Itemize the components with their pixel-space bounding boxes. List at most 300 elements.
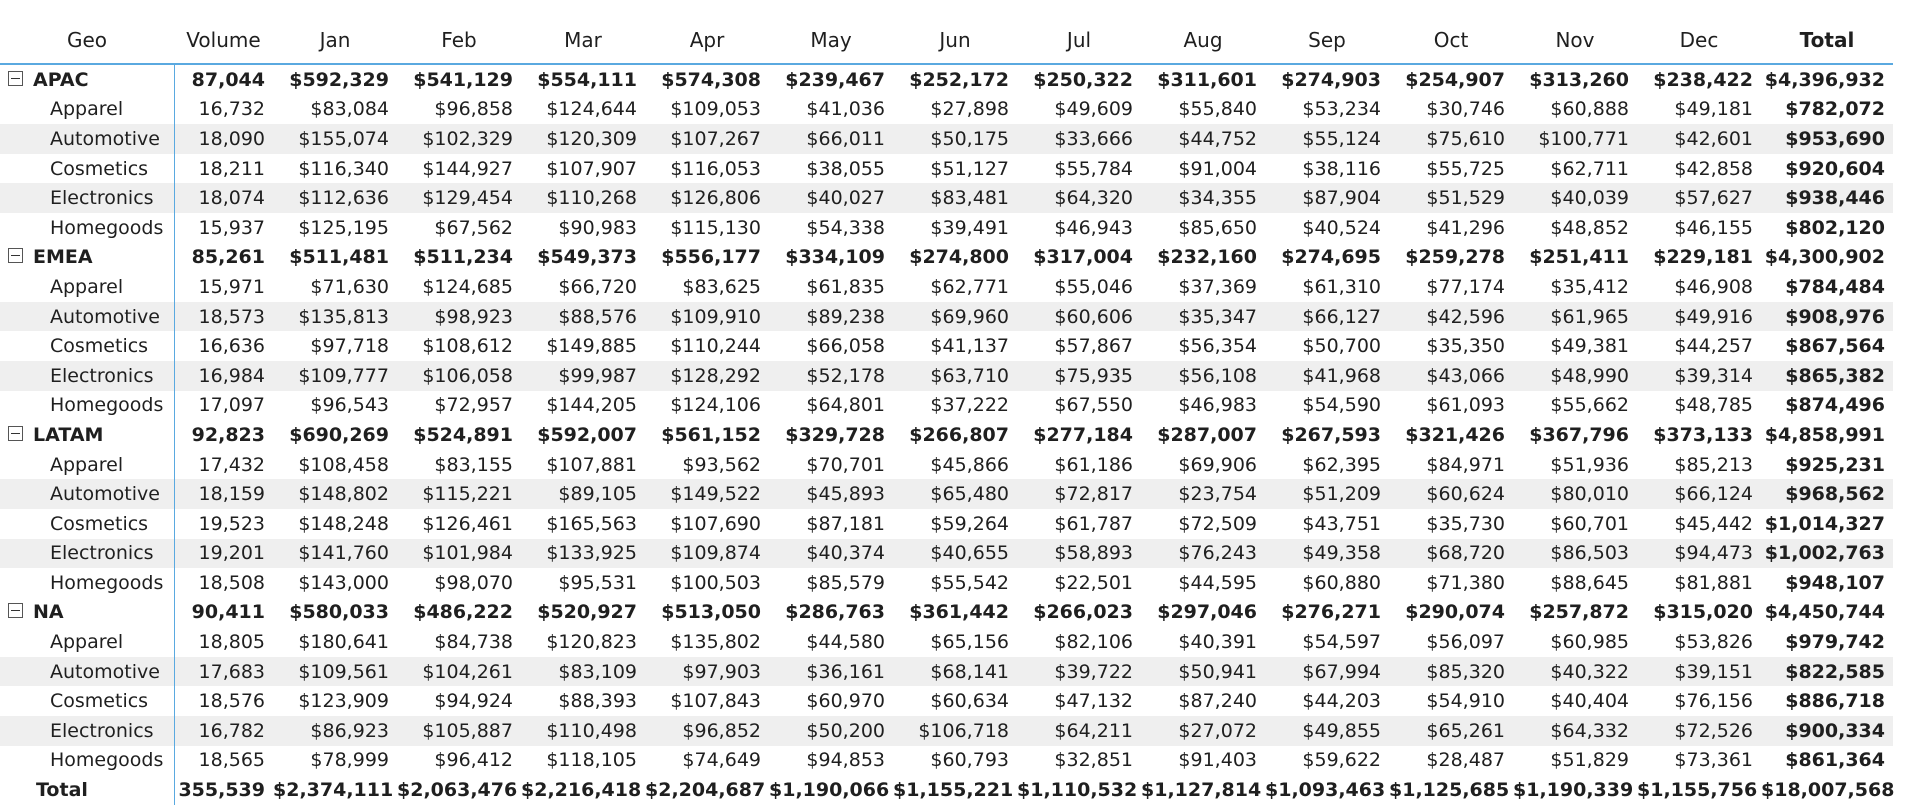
value-cell: $54,597	[1302, 631, 1381, 654]
value-cell: $87,904	[1265, 183, 1389, 213]
value-cell: $64,211	[1017, 716, 1141, 746]
category-label	[0, 272, 174, 302]
row-total-cell: $822,585	[1761, 657, 1893, 687]
value-cell: $91,403	[1178, 749, 1257, 772]
category-row-na-electronics[interactable]	[0, 716, 1893, 746]
value-cell: $83,084	[310, 98, 389, 121]
value-cell: $59,622	[1302, 749, 1381, 772]
value-cell: $83,481	[893, 183, 1017, 213]
value-cell: $66,011	[769, 124, 893, 154]
matrix-body	[0, 64, 1893, 805]
value-cell: $40,524	[1302, 216, 1381, 239]
value-cell: $75,935	[1017, 361, 1141, 391]
value-cell: $2,063,476	[397, 779, 518, 802]
row-label-text: Apparel	[50, 631, 124, 654]
region-row-apac[interactable]	[0, 64, 1893, 95]
value-cell: $93,562	[682, 453, 761, 476]
value-cell: $148,802	[273, 479, 397, 509]
value-cell: $60,985	[1550, 631, 1629, 654]
value-cell: $2,374,111	[273, 779, 394, 802]
value-cell: $2,204,687	[645, 779, 766, 802]
row-total-cell: $886,718	[1785, 690, 1885, 713]
value-cell: 18,508	[198, 571, 265, 594]
value-cell: $124,685	[422, 275, 513, 298]
value-cell: $46,943	[1054, 216, 1133, 239]
row-total-cell: $4,858,991	[1764, 423, 1885, 446]
value-cell: 92,823	[191, 423, 265, 446]
collapse-toggle-icon[interactable]	[8, 426, 23, 441]
row-total-cell: $4,300,902	[1764, 246, 1885, 269]
value-cell: $313,260	[1529, 68, 1629, 91]
value-cell: $367,796	[1529, 423, 1629, 446]
value-cell: $311,601	[1157, 68, 1257, 91]
value-cell: 19,201	[174, 539, 273, 569]
column-header-geo[interactable]: Geo	[0, 16, 174, 64]
category-row-emea-automotive[interactable]	[0, 302, 1893, 332]
value-cell: $37,369	[1178, 275, 1257, 298]
value-cell: $35,350	[1426, 335, 1505, 358]
value-cell: $561,152	[661, 423, 761, 446]
category-row-emea-electronics[interactable]	[0, 361, 1893, 391]
value-cell: $96,412	[434, 749, 513, 772]
value-cell: $52,178	[769, 361, 893, 391]
value-cell: $592,329	[289, 68, 389, 91]
column-header-jul[interactable]: Jul	[1017, 16, 1141, 64]
column-header-may[interactable]: May	[769, 16, 893, 64]
value-cell: $67,562	[434, 216, 513, 239]
row-label-text: Total	[36, 779, 88, 802]
value-cell: $361,442	[909, 601, 1009, 624]
region-row-na[interactable]	[0, 598, 1893, 628]
value-cell: 16,782	[174, 716, 273, 746]
value-cell: $107,843	[670, 690, 761, 713]
value-cell: $128,292	[645, 361, 769, 391]
row-total-cell: $782,072	[1785, 98, 1885, 121]
category-row-apac-apparel[interactable]	[0, 95, 1893, 125]
value-cell: $98,070	[434, 571, 513, 594]
value-cell: $108,612	[422, 335, 513, 358]
value-cell: $51,209	[1265, 479, 1389, 509]
value-cell: $62,711	[1550, 157, 1629, 180]
value-cell: 18,090	[174, 124, 273, 154]
category-row-apac-electronics[interactable]	[0, 183, 1893, 213]
value-cell: $287,007	[1157, 423, 1257, 446]
value-cell: 18,565	[198, 749, 265, 772]
value-cell: $41,036	[806, 98, 885, 121]
column-header-feb[interactable]: Feb	[397, 16, 521, 64]
value-cell: $68,141	[893, 657, 1017, 687]
value-cell: $27,898	[930, 98, 1009, 121]
value-cell: $88,576	[521, 302, 645, 332]
value-cell: 17,432	[198, 453, 265, 476]
category-row-emea-apparel[interactable]	[0, 272, 1893, 302]
value-cell: $85,650	[1178, 216, 1257, 239]
row-label-text: Electronics	[50, 364, 154, 387]
region-label	[0, 243, 174, 273]
value-cell: $40,027	[769, 183, 893, 213]
value-cell: $60,880	[1302, 571, 1381, 594]
value-cell: 18,573	[174, 302, 273, 332]
category-label	[0, 746, 174, 776]
collapse-toggle-icon[interactable]	[8, 71, 23, 86]
value-cell: $180,641	[298, 631, 389, 654]
category-row-latam-homegoods[interactable]	[0, 568, 1893, 598]
value-cell: $55,046	[1054, 275, 1133, 298]
value-cell: $85,213	[1674, 453, 1753, 476]
value-cell: $690,269	[289, 423, 389, 446]
value-cell: $65,480	[893, 479, 1017, 509]
collapse-toggle-icon[interactable]	[8, 248, 23, 263]
value-cell: $109,777	[273, 361, 397, 391]
value-cell: $266,023	[1033, 601, 1133, 624]
value-cell: $1,155,756	[1637, 779, 1758, 802]
value-cell: $110,244	[670, 335, 761, 358]
value-cell: $229,181	[1653, 246, 1753, 269]
value-cell: $44,257	[1674, 335, 1753, 358]
category-row-na-apparel[interactable]	[0, 627, 1893, 657]
value-cell: $118,105	[546, 749, 637, 772]
value-cell: $155,074	[273, 124, 397, 154]
value-cell: $47,132	[1054, 690, 1133, 713]
row-total-cell: $979,742	[1785, 631, 1885, 654]
value-cell: $40,322	[1513, 657, 1637, 687]
value-cell: $55,840	[1178, 98, 1257, 121]
category-label	[0, 95, 174, 125]
value-cell: $49,358	[1265, 539, 1389, 569]
category-row-emea-homegoods[interactable]	[0, 391, 1893, 421]
value-cell: $2,216,418	[521, 779, 642, 802]
value-cell: $276,271	[1281, 601, 1381, 624]
value-cell: $62,395	[1302, 453, 1381, 476]
row-label-text: Homegoods	[50, 394, 164, 417]
collapse-toggle-icon[interactable]	[8, 603, 23, 618]
value-cell: $73,361	[1674, 749, 1753, 772]
value-cell: $116,340	[298, 157, 389, 180]
category-row-emea-cosmetics[interactable]	[0, 331, 1893, 361]
value-cell: $373,133	[1653, 423, 1753, 446]
value-cell: $135,802	[670, 631, 761, 654]
value-cell: $592,007	[537, 423, 637, 446]
value-cell: $1,190,066	[769, 779, 890, 802]
value-cell: $62,771	[930, 275, 1009, 298]
value-cell: $45,442	[1674, 512, 1753, 535]
row-total-cell: $908,976	[1761, 302, 1893, 332]
category-label	[0, 213, 174, 243]
value-cell: $60,701	[1550, 512, 1629, 535]
value-cell: $100,771	[1513, 124, 1637, 154]
row-label-text: Apparel	[50, 275, 124, 298]
row-label-text: Homegoods	[50, 571, 164, 594]
value-cell: $87,240	[1178, 690, 1257, 713]
value-cell: $69,906	[1178, 453, 1257, 476]
value-cell: $48,852	[1550, 216, 1629, 239]
category-label	[0, 627, 174, 657]
value-cell: $96,543	[310, 394, 389, 417]
category-row-latam-apparel[interactable]	[0, 450, 1893, 480]
value-cell: $115,130	[670, 216, 761, 239]
category-row-latam-electronics[interactable]	[0, 539, 1893, 569]
value-cell: $120,823	[546, 631, 637, 654]
value-cell: $165,563	[546, 512, 637, 535]
value-cell: $106,718	[893, 716, 1017, 746]
value-cell: 16,984	[174, 361, 273, 391]
value-cell: $49,609	[1054, 98, 1133, 121]
value-cell: $56,108	[1141, 361, 1265, 391]
value-cell: $100,503	[670, 571, 761, 594]
value-cell: $63,710	[893, 361, 1017, 391]
value-cell: $109,874	[645, 539, 769, 569]
value-cell: $83,109	[521, 657, 645, 687]
row-total-cell: $865,382	[1761, 361, 1893, 391]
value-cell: $116,053	[670, 157, 761, 180]
value-cell: $71,380	[1426, 571, 1505, 594]
value-cell: $50,175	[893, 124, 1017, 154]
value-cell: 18,805	[198, 631, 265, 654]
value-cell: $65,261	[1389, 716, 1513, 746]
value-cell: $46,983	[1178, 394, 1257, 417]
value-cell: $541,129	[413, 68, 513, 91]
value-cell: $1,093,463	[1265, 779, 1386, 802]
value-cell: $315,020	[1653, 601, 1753, 624]
value-cell: $83,625	[682, 275, 761, 298]
category-row-apac-cosmetics[interactable]	[0, 154, 1893, 184]
value-cell: $144,927	[422, 157, 513, 180]
value-cell: $43,066	[1389, 361, 1513, 391]
region-label	[0, 598, 174, 628]
row-label-text: Electronics	[50, 719, 154, 742]
row-label-text: Apparel	[50, 98, 124, 121]
value-cell: $48,785	[1674, 394, 1753, 417]
value-cell: $580,033	[289, 601, 389, 624]
value-cell: $60,606	[1017, 302, 1141, 332]
column-header-mar[interactable]: Mar	[521, 16, 645, 64]
value-cell: $80,010	[1513, 479, 1637, 509]
category-label	[0, 124, 174, 154]
value-cell: $511,481	[289, 246, 389, 269]
value-cell: $41,296	[1426, 216, 1505, 239]
matrix-visual	[0, 16, 1893, 805]
value-cell: $59,264	[930, 512, 1009, 535]
value-cell: $54,590	[1302, 394, 1381, 417]
value-cell: $44,203	[1302, 690, 1381, 713]
value-cell: $76,156	[1674, 690, 1753, 713]
value-cell: $27,072	[1141, 716, 1265, 746]
value-cell: $51,127	[930, 157, 1009, 180]
value-cell: $109,910	[645, 302, 769, 332]
value-cell: $40,391	[1178, 631, 1257, 654]
value-cell: $76,243	[1141, 539, 1265, 569]
value-cell: $95,531	[558, 571, 637, 594]
value-cell: $39,151	[1637, 657, 1761, 687]
category-row-latam-automotive[interactable]	[0, 479, 1893, 509]
value-cell: $32,851	[1054, 749, 1133, 772]
value-cell: $55,725	[1426, 157, 1505, 180]
column-header-sep[interactable]: Sep	[1265, 16, 1389, 64]
value-cell: $1,125,685	[1389, 779, 1510, 802]
value-cell: $274,800	[909, 246, 1009, 269]
region-label	[0, 420, 174, 450]
category-row-apac-homegoods[interactable]	[0, 213, 1893, 243]
category-label	[0, 391, 174, 421]
value-cell: $58,893	[1017, 539, 1141, 569]
value-cell: $238,422	[1653, 68, 1753, 91]
value-cell: $135,813	[273, 302, 397, 332]
value-cell: $99,987	[521, 361, 645, 391]
value-cell: $36,161	[769, 657, 893, 687]
value-cell: $69,960	[893, 302, 1017, 332]
row-total-cell: $18,007,568	[1761, 779, 1895, 802]
category-row-na-automotive[interactable]	[0, 657, 1893, 687]
value-cell: $107,690	[670, 512, 761, 535]
value-cell: $556,177	[661, 246, 761, 269]
category-label	[0, 450, 174, 480]
row-total-cell: $948,107	[1785, 571, 1885, 594]
value-cell: $87,181	[806, 512, 885, 535]
region-row-latam[interactable]	[0, 420, 1893, 450]
value-cell: 87,044	[191, 68, 265, 91]
region-row-emea[interactable]	[0, 243, 1893, 273]
value-cell: $72,957	[434, 394, 513, 417]
category-row-latam-cosmetics[interactable]	[0, 509, 1893, 539]
category-row-apac-automotive[interactable]	[0, 124, 1893, 154]
row-total-cell: $874,496	[1785, 394, 1885, 417]
value-cell: $266,807	[909, 423, 1009, 446]
value-cell: $549,373	[537, 246, 637, 269]
row-total-cell: $4,396,932	[1764, 68, 1885, 91]
column-header-apr[interactable]: Apr	[645, 16, 769, 64]
value-cell: $274,903	[1281, 68, 1381, 91]
column-header-total[interactable]: Total	[1761, 16, 1893, 64]
value-cell: 19,523	[198, 512, 265, 535]
value-cell: $102,329	[397, 124, 521, 154]
column-header-oct[interactable]: Oct	[1389, 16, 1513, 64]
value-cell: $108,458	[298, 453, 389, 476]
value-cell: $1,190,339	[1513, 779, 1634, 802]
region-label	[0, 64, 174, 95]
row-label-text: Cosmetics	[50, 512, 149, 535]
value-cell: $61,965	[1513, 302, 1637, 332]
value-cell: $124,106	[670, 394, 761, 417]
value-cell: $110,268	[521, 183, 645, 213]
value-cell: $513,050	[661, 601, 761, 624]
value-cell: $290,074	[1405, 601, 1505, 624]
value-cell: $70,701	[806, 453, 885, 476]
value-cell: $66,124	[1637, 479, 1761, 509]
value-cell: $60,793	[930, 749, 1009, 772]
value-cell: $49,181	[1674, 98, 1753, 121]
value-cell: $277,184	[1033, 423, 1133, 446]
value-cell: $78,999	[310, 749, 389, 772]
row-label-text: Automotive	[50, 660, 160, 683]
value-cell: $98,923	[397, 302, 521, 332]
category-label	[0, 568, 174, 598]
value-cell: $38,116	[1302, 157, 1381, 180]
column-header-nov[interactable]: Nov	[1513, 16, 1637, 64]
grand-total-row[interactable]	[0, 775, 1893, 805]
value-cell: $42,858	[1674, 157, 1753, 180]
value-cell: $53,234	[1302, 98, 1381, 121]
column-header-jun[interactable]: Jun	[893, 16, 1017, 64]
value-cell: $1,127,814	[1141, 779, 1262, 802]
value-cell: $23,754	[1141, 479, 1265, 509]
category-row-na-homegoods[interactable]	[0, 746, 1893, 776]
column-header-aug[interactable]: Aug	[1141, 16, 1265, 64]
value-cell: $254,907	[1405, 68, 1505, 91]
value-cell: $46,155	[1674, 216, 1753, 239]
value-cell: $267,593	[1281, 423, 1381, 446]
value-cell: $486,222	[413, 601, 513, 624]
column-header-jan[interactable]: Jan	[273, 16, 397, 64]
value-cell: $129,454	[397, 183, 521, 213]
row-label-text: Automotive	[50, 483, 160, 506]
value-cell: $84,738	[434, 631, 513, 654]
value-cell: $55,542	[930, 571, 1009, 594]
value-cell: $90,983	[558, 216, 637, 239]
value-cell: $55,124	[1265, 124, 1389, 154]
value-cell: $524,891	[413, 423, 513, 446]
value-cell: $89,238	[769, 302, 893, 332]
value-cell: $554,111	[537, 68, 637, 91]
row-label-text: Cosmetics	[50, 690, 149, 713]
value-cell: $50,200	[769, 716, 893, 746]
value-cell: $259,278	[1405, 246, 1505, 269]
value-cell: $125,195	[298, 216, 389, 239]
column-header-volume[interactable]: Volume	[174, 16, 273, 64]
value-cell: $57,867	[1054, 335, 1133, 358]
value-cell: $51,829	[1550, 749, 1629, 772]
value-cell: $61,186	[1054, 453, 1133, 476]
category-row-na-cosmetics[interactable]	[0, 686, 1893, 716]
value-cell: 16,636	[198, 335, 265, 358]
value-cell: $51,529	[1389, 183, 1513, 213]
category-label	[0, 331, 174, 361]
value-cell: $123,909	[298, 690, 389, 713]
value-cell: $61,093	[1426, 394, 1505, 417]
row-label-text: Homegoods	[50, 216, 164, 239]
value-cell: $81,881	[1674, 571, 1753, 594]
value-cell: $39,491	[930, 216, 1009, 239]
column-header-dec[interactable]: Dec	[1637, 16, 1761, 64]
value-cell: $66,058	[806, 335, 885, 358]
value-cell: $48,990	[1513, 361, 1637, 391]
value-cell: 16,732	[198, 98, 265, 121]
value-cell: $109,053	[670, 98, 761, 121]
row-total-cell: $1,002,763	[1761, 539, 1893, 569]
value-cell: $71,630	[310, 275, 389, 298]
value-cell: $50,941	[1141, 657, 1265, 687]
value-cell: 90,411	[191, 601, 265, 624]
value-cell: $74,649	[682, 749, 761, 772]
value-cell: 18,159	[174, 479, 273, 509]
value-cell: 15,937	[198, 216, 265, 239]
row-label-text: Homegoods	[50, 749, 164, 772]
category-label	[0, 509, 174, 539]
value-cell: 18,576	[198, 690, 265, 713]
value-cell: $83,155	[434, 453, 513, 476]
value-cell: $66,720	[558, 275, 637, 298]
value-cell: 15,971	[198, 275, 265, 298]
value-cell: $105,887	[397, 716, 521, 746]
value-cell: $72,526	[1637, 716, 1761, 746]
row-total-cell: $953,690	[1761, 124, 1893, 154]
total-label	[0, 775, 174, 805]
value-cell: $334,109	[785, 246, 885, 269]
value-cell: $60,624	[1389, 479, 1513, 509]
category-label	[0, 716, 174, 746]
value-cell: $56,354	[1178, 335, 1257, 358]
value-cell: $149,522	[645, 479, 769, 509]
value-cell: 85,261	[191, 246, 265, 269]
